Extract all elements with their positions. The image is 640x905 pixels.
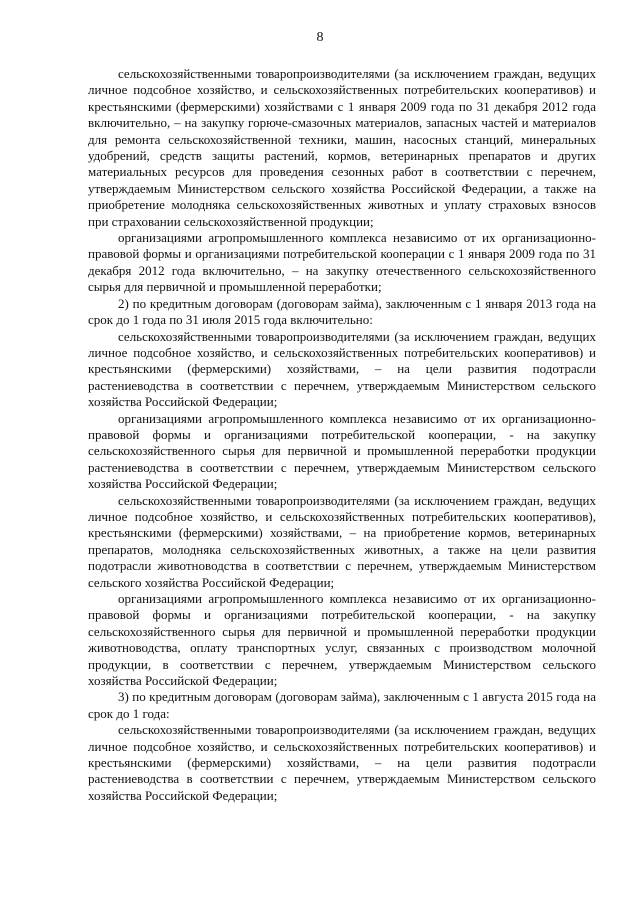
paragraph: организациями агропромышленного комплекса независимо от их организационно-правовой формы и организациями потребительской кооперации, - на закупку сельскохозяйственного сырья для первичной и промышленной переработки продукции растениеводства в соответствии с перечнем, утверждаемым Министерством сельского хозяйства Российской Федерации; [88, 410, 596, 492]
paragraph: сельскохозяйственными товаропроизводителями (за исключением граждан, ведущих личное подсобное хозяйство, и сельскохозяйственных потребительских кооперативов) и крестьянскими (фермерскими) хозяйствами, – на цели развития подотрасли растениеводства в соответствии с перечнем, утверждаемым Министерством сельского хозяйства Российской Федерации; [88, 722, 596, 803]
paragraph: сельскохозяйственными товаропроизводителями (за исключением граждан, ведущих личное подсобное хозяйство, и сельскохозяйственных потребительских кооперативов) и крестьянскими (фермерскими) хозяйствами, – на цели развития подотрасли растениеводства в соответствии с перечнем, утверждаемым Министерством сельского хозяйства Российской Федерации; [88, 328, 596, 410]
paragraph: организациями агропромышленного комплекса независимо от их организационно-правовой формы и организациями потребительской кооперации, - на закупку сельскохозяйственного сырья для первичной и промышленной переработки продукции животноводства, оплату транспортных услуг, связанных с производством молочной продукции, в соответствии с перечнем, утверждаемым Министерством сельского хозяйства Российской Федерации; [88, 591, 596, 689]
paragraph: 2) по кредитным договорам (договорам займа), заключенным с 1 января 2013 года на срок до 1 года по 31 июля 2015 года включительно: [88, 295, 596, 328]
paragraph: 3) по кредитным договорам (договорам займа), заключенным с 1 августа 2015 года на срок до 1 года: [88, 689, 596, 721]
paragraph: сельскохозяйственными товаропроизводителями (за исключением граждан, ведущих личное подсобное хозяйство, и сельскохозяйственных потребительских кооперативов), крестьянскими (фермерскими) хозяйствами, – на приобретение кормов, ветеринарных препаратов, молодняка сельскохозяйственных животных, а также на цели развития подотрасли животноводства в соответствии с перечнем, утверждаемым Министерством сельского хозяйства Российской Федерации; [88, 492, 596, 590]
paragraph: сельскохозяйственными товаропроизводителями (за исключением граждан, ведущих личное подсобное хозяйство, и сельскохозяйственных потребительских кооперативов) и крестьянскими (фермерскими) хозяйствами с 1 января 2009 года по 31 декабря 2012 года включительно, – на закупку горюче-смазочных материалов, запасных частей и материалов для ремонта сельскохозяйственной техники, машин, насосных станций, минеральных удобрений, средств защиты растений, кормов, ветеринарных препаратов и других материальных ресурсов для проведения сезонных работ в соответствии с перечнем, утверждаемым Министерством сельского хозяйства Российской Федерации, а также на приобретение молодняка сельскохозяйственных животных и уплату страховых взносов при страховании сельскохозяйственной продукции; [88, 66, 596, 229]
page-number: 8 [316, 30, 324, 45]
paragraph: организациями агропромышленного комплекса независимо от их организационно-правовой формы и организациями потребительской кооперации с 1 января 2009 года по 31 декабря 2012 года включительно, – на закупку отечественного сельскохозяйственного сырья для первичной и промышленной переработки; [88, 230, 596, 295]
document-body [88, 66, 596, 804]
